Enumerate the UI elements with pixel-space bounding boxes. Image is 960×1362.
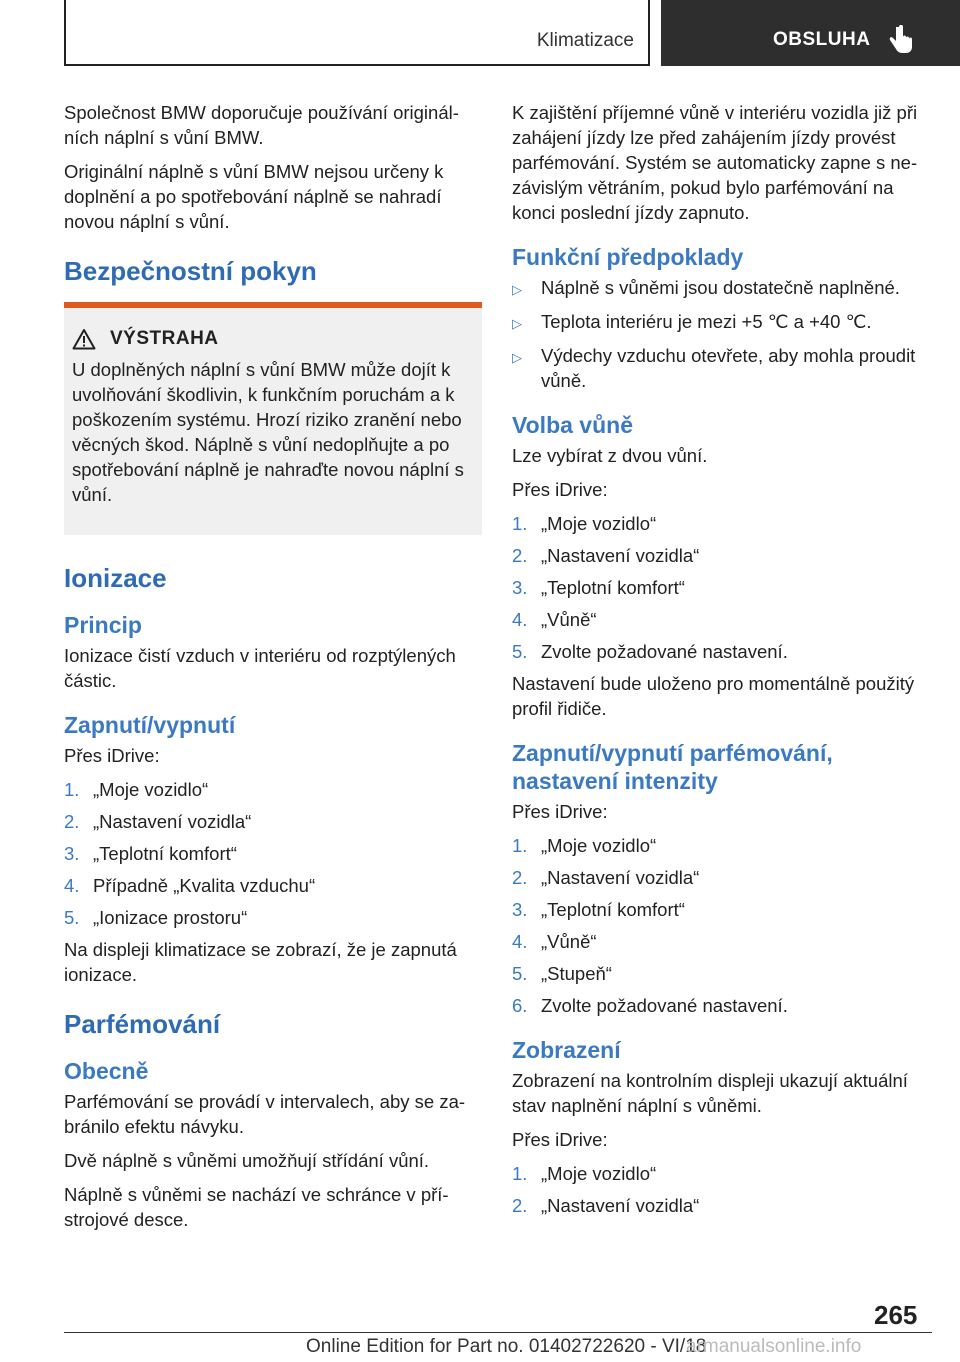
paragraph: Přes iDrive:: [512, 479, 608, 500]
heading-general: Obecně: [64, 1058, 149, 1084]
list-item: 3. „Teplotní komfort“: [64, 843, 237, 864]
triangle-bullet-icon: ▷: [512, 282, 522, 297]
heading-perfume: Parfémování: [64, 1009, 221, 1039]
paragraph: Náplně s vůněmi se nachází ve schránce v přístrojové desce.: [64, 1184, 449, 1230]
section-title: Klimatizace: [536, 30, 634, 51]
list-item: 5. Zvolte požadované nastavení.: [512, 641, 788, 662]
list-item: ▷ Teplota interiéru je mezi +5 ℃ a +40 ℃.: [512, 309, 932, 336]
footer-divider: [64, 1332, 932, 1333]
paragraph: Originální náplně s vůní BMW nejsou určeny k doplnění a po spotřebování náplně se nahradí novou náplní s vůní.: [64, 161, 444, 232]
list-item: 2. „Nastavení vozidla“: [512, 545, 700, 566]
warning-title: VÝSTRAHA: [110, 328, 219, 349]
heading-prerequisites: Funkční předpoklady: [512, 244, 744, 270]
list-item: 3. „Teplotní komfort“: [512, 577, 685, 598]
list-item: ▷ Výdechy vzduchu otevřete, aby mohla proudit vůně.: [512, 345, 916, 391]
paragraph: Zobrazení na kontrolním displeji ukazují aktuální stav naplnění náplní s vůněmi.: [512, 1070, 908, 1116]
list-item: 2. „Nastavení vozidla“: [512, 867, 700, 888]
paragraph: K zajištění příjemné vůně v interiéru vozidla již při zahájení jízdy lze před zahájením jízdy provést parfémování. Systém se automaticky zapne s nezávislým větráním, pokud bylo parfémování na konci poslední jízdy zapnuto.: [512, 102, 918, 223]
hand-pointer-icon: [888, 25, 914, 55]
steps-list: [512, 511, 932, 664]
list-item: 4. „Vůně“: [512, 609, 597, 630]
heading-safety: Bezpečnostní pokyn: [64, 256, 317, 286]
list-item: 3. „Teplotní komfort“: [512, 899, 685, 920]
heading-principle: Princip: [64, 612, 142, 638]
bullet-list: [512, 275, 932, 393]
triangle-bullet-icon: ▷: [512, 350, 522, 365]
footer-edition: Online Edition for Part no. 01402722620 - VI/18: [306, 1336, 707, 1357]
warning-text: U doplněných náplní s vůní BMW může dojít k uvolňování škodlivin, k funkčním poruchám a k poškozením systému. Hrozí riziko zranění nebo věcných škod. Náplně s vůní nedoplňujte a po spotřebování náplně je nahraďte novou náplní s vůní.: [72, 359, 464, 505]
list-item: 1. „Moje vozidlo“: [512, 1163, 657, 1184]
list-item: 2. „Nastavení vozidla“: [64, 811, 252, 832]
list-item: 1. „Moje vozidlo“: [512, 513, 657, 534]
list-item: ▷ Náplně s vůněmi jsou dostatečně naplněné.: [512, 275, 932, 302]
triangle-bullet-icon: ▷: [512, 316, 522, 331]
list-item: 1. „Moje vozidlo“: [512, 835, 657, 856]
list-item: 4. „Vůně“: [512, 931, 597, 952]
chapter-title: OBSLUHA: [773, 29, 871, 50]
page-number: 265: [874, 1300, 918, 1330]
warning-triangle-icon: [72, 328, 96, 350]
heading-scent-choice: Volba vůně: [512, 412, 633, 438]
paragraph: Přes iDrive:: [512, 1129, 608, 1150]
heading-intensity: Zapnutí/vypnutí parfémování, nastavení intenzity: [512, 740, 833, 794]
list-item: 5. „Ionizace prostoru“: [64, 907, 248, 928]
list-item: 1. „Moje vozidlo“: [64, 779, 209, 800]
steps-list: [512, 1161, 932, 1218]
heading-on-off: Zapnutí/vypnutí: [64, 712, 236, 738]
left-column: [64, 100, 482, 1241]
paragraph: Společnost BMW doporučuje používání originálních náplní s vůní BMW.: [64, 102, 459, 148]
paragraph: Přes iDrive:: [512, 801, 608, 822]
warning-box: [64, 302, 482, 535]
paragraph: Lze vybírat z dvou vůní.: [512, 445, 708, 466]
right-column: [512, 100, 932, 1225]
heading-display: Zobrazení: [512, 1037, 621, 1063]
paragraph: Ionizace čistí vzduch v interiéru od rozptýlených částic.: [64, 645, 456, 691]
heading-ionization: Ionizace: [64, 563, 167, 593]
header-bar: [64, 0, 650, 66]
paragraph: Přes iDrive:: [64, 745, 160, 766]
list-item: 2. „Nastavení vozidla“: [512, 1195, 700, 1216]
paragraph: Nastavení bude uloženo pro momentálně použitý profil řidiče.: [512, 673, 915, 719]
chapter-tab: [661, 0, 960, 66]
list-item: 5. „Stupeň“: [512, 963, 612, 984]
steps-list: [512, 833, 932, 1018]
paragraph: Parfémování se provádí v intervalech, aby se zabránilo efektu návyku.: [64, 1091, 466, 1137]
list-item: 6. Zvolte požadované nastavení.: [512, 995, 788, 1016]
paragraph: Na displeji klimatizace se zobrazí, že je zapnutá ionizace.: [64, 939, 457, 985]
paragraph: Dvě náplně s vůněmi umožňují střídání vůní.: [64, 1150, 430, 1171]
watermark: armanualsonline.info: [686, 1336, 862, 1357]
list-item: 4. Případně „Kvalita vzduchu“: [64, 875, 316, 896]
steps-list: [64, 777, 482, 930]
